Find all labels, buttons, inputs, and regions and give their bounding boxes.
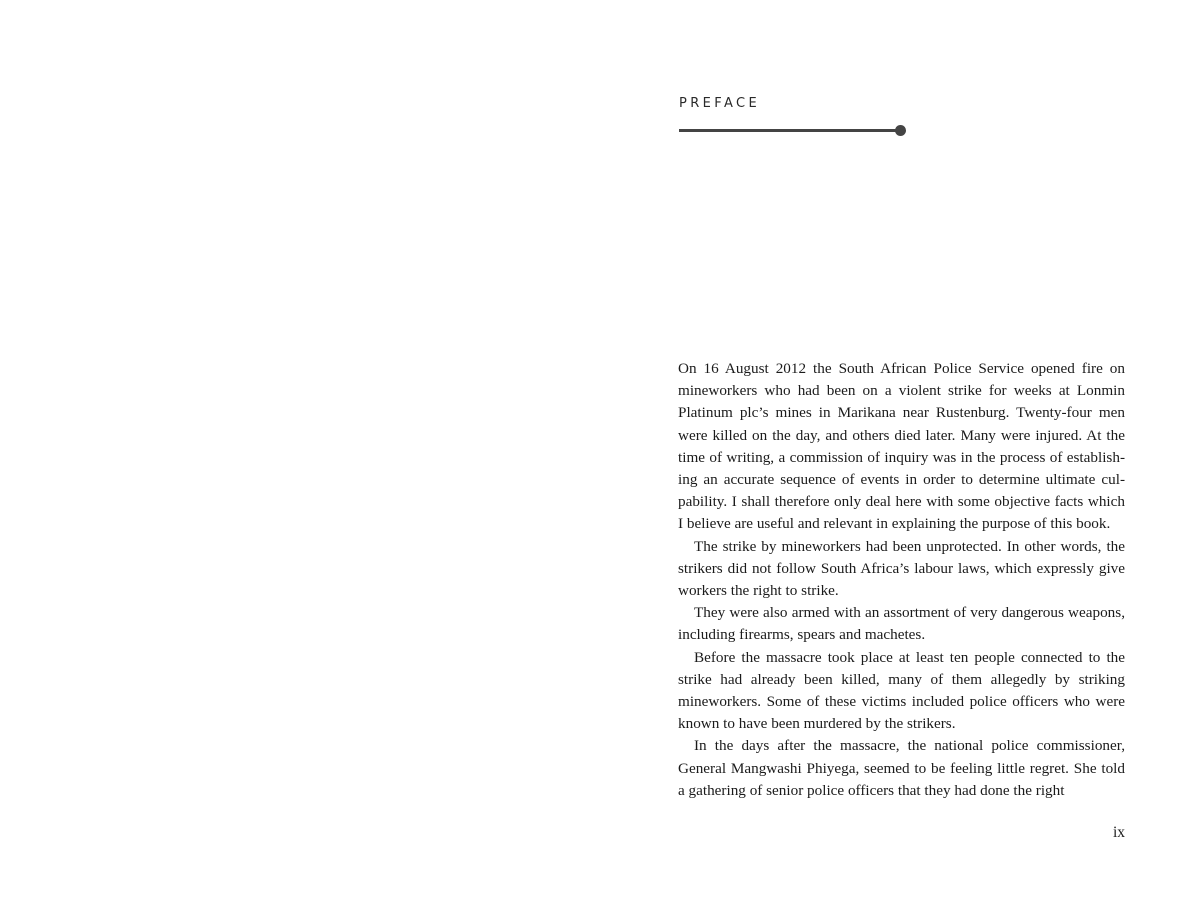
chapter-title: PREFACE	[679, 96, 761, 111]
paragraph-4: Before the massacre took place at least ten people connected to the strike had already been killed, many of them allegedly by striking mineworkers. Some of these victims included police officers who were known to have been murdered by the strikers.	[678, 648, 1125, 733]
chapter-rule	[679, 129, 901, 132]
chapter-rule-dot	[895, 125, 906, 136]
paragraph-1: On 16 August 2012 the South African Police Service opened fire on mineworkers who had been on a violent strike for weeks at Lonmin Platinum plc’s mines in Marikana near Rustenburg. Twenty-four men were killed on the day, and others died later. Many were injured. At the time of writing, a commission of inquiry was in the process of establishing an accurate sequence of events in order to determine ultimate culpability. I shall therefore only deal here with some objective facts which I believe are useful and relevant in explaining the purpose of this book.	[678, 360, 1125, 533]
body-text	[678, 358, 1125, 802]
page-number: ix	[1112, 824, 1125, 841]
paragraph-2: The strike by mineworkers had been unprotected. In other words, the strikers did not follow South Africa’s labour laws, which expressly give workers the right to strike.	[678, 537, 1125, 600]
right-page	[600, 0, 1200, 917]
paragraph-5: In the days after the massacre, the national police commissioner, General Mangwashi Phiyega, seemed to be feeling little regret. She told a gathering of senior police officers that they had done the right	[678, 737, 1125, 799]
paragraph-3: They were also armed with an assortment of very dangerous weapons, including firearms, spears and machetes.	[678, 604, 1125, 644]
